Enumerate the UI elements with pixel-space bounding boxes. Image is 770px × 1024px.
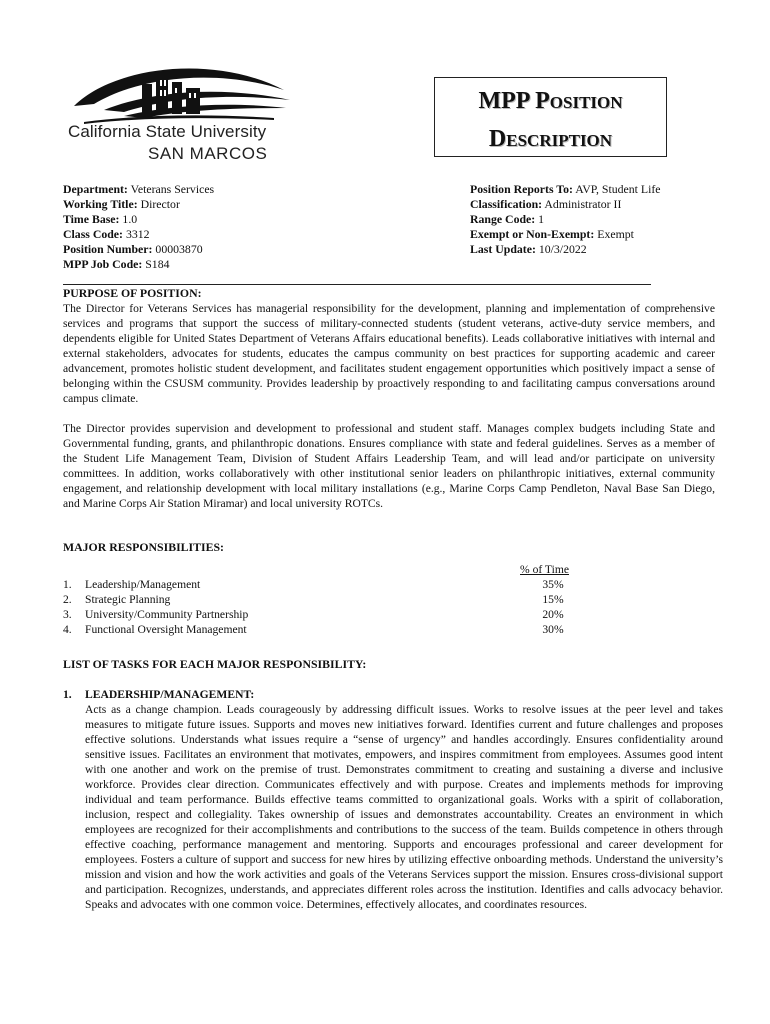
responsibility-row: 2. Strategic Planning 15% (63, 593, 564, 606)
responsibility-row: 3. University/Community Partnership 20% (63, 608, 564, 621)
purpose-paragraph-1: The Director for Veterans Services has managerial responsibility for the development, planning and implementation of comprehensive services and programs that support the success of military-connected students (student veterans, active-duty service members, and dependents eligible for United States Department of Veterans Affairs educational benefits). Leads collaborative initiatives with internal and external stakeholders, advocates for students, educates the campus community on best practices for supporting academic and career advancement, promotes holistic student development, and facilitates student engagement opportunities which positively impact a sense of belonging within the CSUSM community. Provides leadership by proactively responding to and facilitating campus conversations around campus climate. (63, 302, 715, 405)
campus-name: SAN MARCOS (148, 144, 268, 163)
task-body: Acts as a change champion. Leads courageously by addressing difficult issues. Works to resolve issues at the peer level and takes measures to mitigate future issues. Supports and moves new initiatives forward. Identifies current and future challenges and proposes effective solutions. Understands what issues require a “sense of urgency” and handles accordingly. Ensures confidentiality around sensitive issues. Facilitates an environment that motivates, empowers, and inspires commitment from employees. Assumes good intent with one another and work on the premise of trust. Demonstrates commitment to creating and sustaining a diverse and inclusive workforce. Provides clear direction. Communicates effectively and with purpose. Creates and implements methods for improving individual and team performance. Builds effective teams committed to organizational goals. Works with a spirit of collaboration, inclusion, respect and collegiality. Takes ownership of issues and demonstrates accountability. Creates an environment in which employees are recognized for their accomplishments and contributions to the success of the team. Builds competence in others through effective coaching, performance management and mentoring. Supports and encourages professional and career development for employees. Fosters a culture of support and success for new hires by utilizing effective onboarding methods. Understand the university’s mission and vision and how the work activities and goals of the Veterans Services support the mission. Ensures cross-divisional support and participation. Recognizes, understands, and appreciates different roles across the institution. Identifies and calls advocacy behavior. Speaks and advocates with one common voice. Determines, effectively allocates, and coordinates resources. (85, 703, 723, 911)
section-divider (63, 284, 651, 285)
document-title-line1: MPP Position (478, 88, 623, 114)
meta-row-time-base: Time Base: 1.0 (63, 212, 138, 226)
responsibilities-table (63, 562, 583, 637)
purpose-paragraph-2: The Director provides supervision and development to professional and student staff. Manages complex budgets including State and Governmental funding, grants, and philanthropic donations. Ensures compliance with state and federal guidelines. Serves as a member of the Student Life Management Team, Division of Student Affairs Leadership Team, and will lead and/or participate on university committees. In addition, works collaboratively with other institutional senior leaders on philanthropic initiatives, external community engagement, and relationship development with local military installations (e.g., Marine Corps Camp Pendleton, Naval Base San Diego, and Marine Corps Air Station Miramar) and local university ROTCs. (63, 422, 715, 510)
tasks-heading: LIST OF TASKS FOR EACH MAJOR RESPONSIBILITY: (63, 657, 367, 671)
responsibility-row: 4. Functional Oversight Management 30% (63, 623, 564, 636)
meta-row-class-code: Class Code: 3312 (63, 227, 150, 241)
percent-time-header: % of Time (520, 563, 569, 576)
meta-row-position-number: Position Number: 00003870 (63, 242, 203, 256)
tasks-section (63, 657, 723, 912)
meta-row-exempt-status: Exempt or Non-Exempt: Exempt (470, 227, 634, 241)
responsibility-row: 1. Leadership/Management 35% (63, 578, 564, 591)
task-title: 1. LEADERSHIP/MANAGEMENT: (63, 688, 255, 701)
purpose-section (63, 286, 715, 526)
major-responsibilities-heading: MAJOR RESPONSIBILITIES: (63, 540, 224, 554)
major-responsibilities-section (63, 540, 583, 637)
position-meta-right (470, 182, 750, 257)
meta-row-working-title: Working Title: Director (63, 197, 180, 211)
meta-row-department: Department: Veterans Services (63, 182, 215, 196)
purpose-heading: PURPOSE OF POSITION: (63, 286, 202, 300)
document-title-box (434, 77, 667, 157)
logo-skyline-graphic (64, 60, 294, 124)
position-meta-left (63, 182, 423, 272)
meta-row-last-update: Last Update: 10/3/2022 (470, 242, 587, 256)
meta-row-mpp-job-code: MPP Job Code: S184 (63, 257, 170, 271)
meta-row-classification: Classification: Administrator II (470, 197, 622, 211)
meta-row-reports-to: Position Reports To: AVP, Student Life (470, 182, 661, 196)
university-name: California State University (68, 122, 267, 141)
meta-row-range-code: Range Code: 1 (470, 212, 545, 226)
document-title-line2: Description (488, 126, 613, 152)
